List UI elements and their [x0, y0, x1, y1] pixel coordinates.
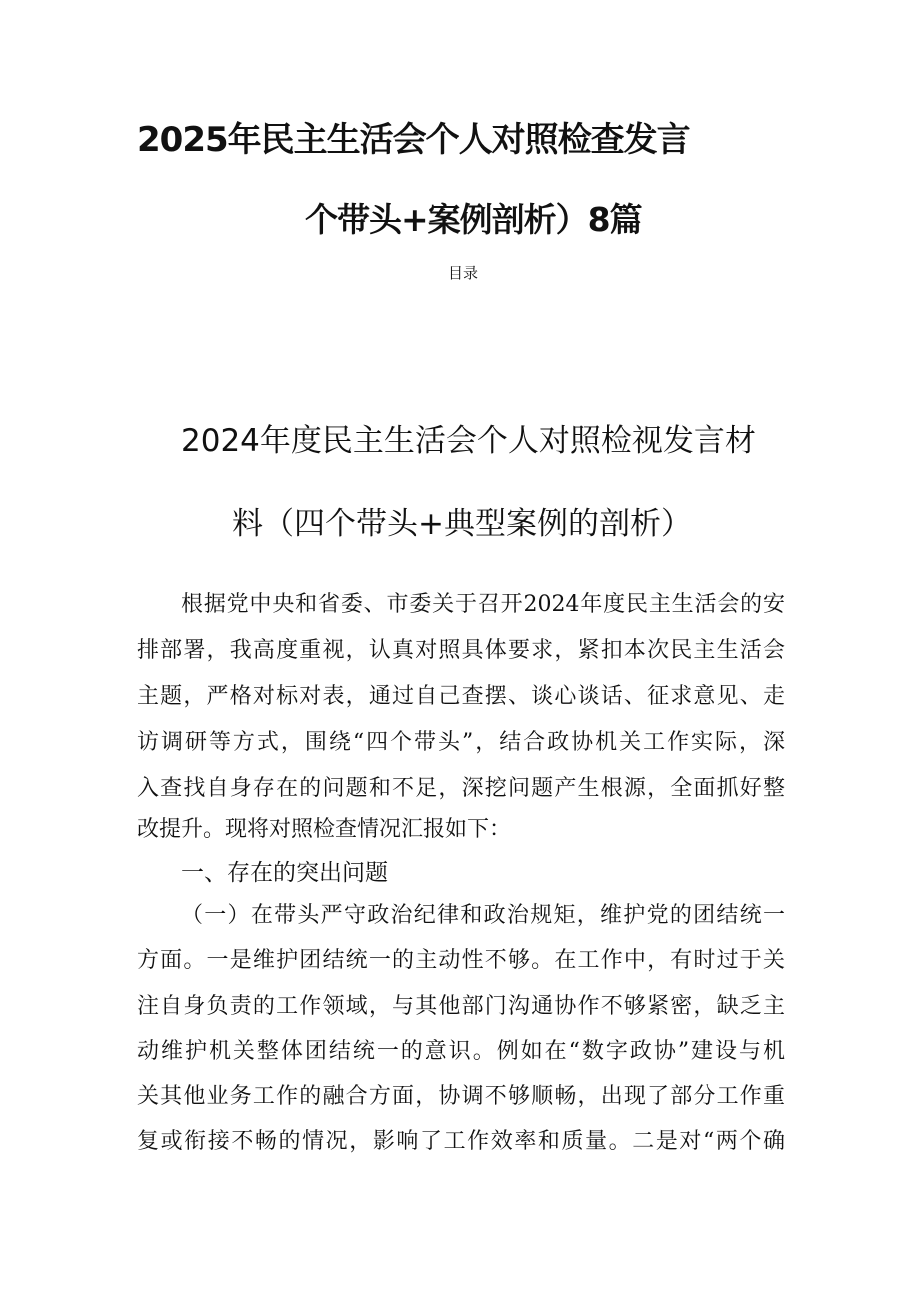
paragraph-one-line: 动维护机关整体团结统一的意识。例如在“数字政协”建设与机 [137, 1039, 785, 1064]
paragraph-one-line: 注自身负责的工作领域，与其他部门沟通协作不够紧密，缺乏主 [137, 994, 785, 1019]
intro-paragraph-line: 根据党中央和省委、市委关于召开2024年度民主生活会的安 [181, 592, 785, 617]
paragraph-one-line: 方面。一是维护团结统一的主动性不够。在工作中，有时过于关 [137, 948, 785, 973]
intro-paragraph-line: 访调研等方式，围绕“四个带头”，结合政协机关工作实际，深 [137, 730, 785, 755]
section-title-line-1: 2024年度民主生活会个人对照检视发言材 [181, 423, 756, 459]
intro-paragraph-line: 主题，严格对标对表，通过自己查摆、谈心谈话、征求意见、走 [137, 684, 785, 709]
document-title-line-1: 2025年民主生活会个人对照检查发言 [137, 120, 690, 160]
intro-paragraph-line: 排部署，我高度重视，认真对照具体要求，紧扣本次民主生活会 [137, 638, 785, 663]
document-title-line-2: 个带头+案例剖析）8篇 [305, 200, 642, 239]
heading-existing-problems: 一、存在的突出问题 [181, 860, 388, 886]
intro-paragraph-line: 改提升。现将对照检查情况汇报如下： [137, 817, 512, 842]
section-title-line-2: 料（四个带头+典型案例的剖析） [232, 506, 692, 542]
paragraph-one-line: 复或衔接不畅的情况，影响了工作效率和质量。二是对“两个确 [137, 1129, 785, 1154]
table-of-contents-label: 目录 [448, 264, 479, 282]
intro-paragraph-line: 入查找自身存在的问题和不足，深挖问题产生根源，全面抓好整 [137, 776, 785, 801]
paragraph-one-line: （一）在带头严守政治纪律和政治规矩，维护党的团结统一 [181, 903, 785, 928]
paragraph-one-line: 关其他业务工作的融合方面，协调不够顺畅，出现了部分工作重 [137, 1084, 785, 1109]
